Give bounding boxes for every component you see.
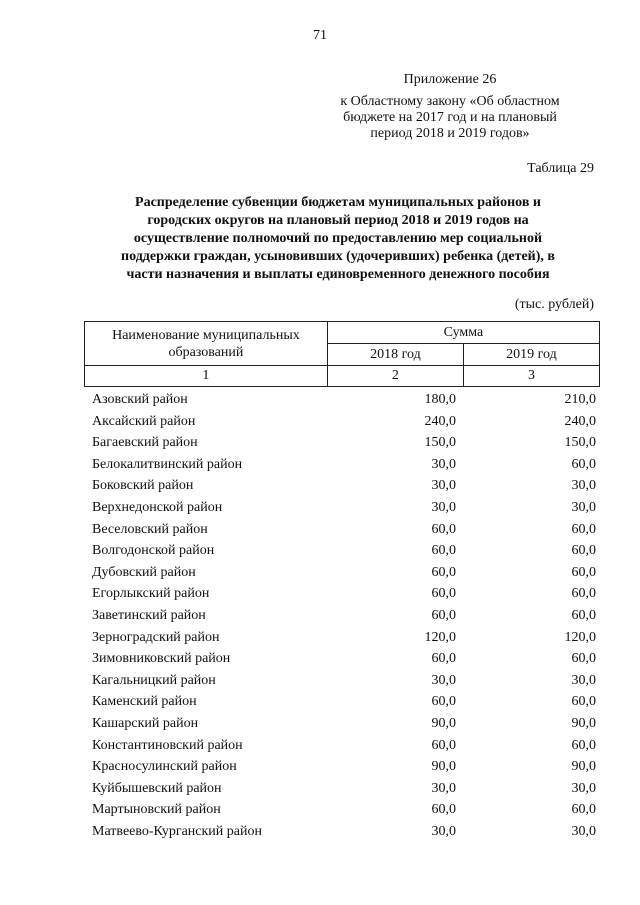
title-line: части назначения и выплаты единовременного денежного пособия [126, 267, 550, 282]
row-name: Веселовский район [92, 521, 208, 537]
row-name: Матвеево-Курганский район [92, 823, 262, 839]
row-value-2019: 30,0 [571, 780, 596, 796]
table-row [84, 519, 600, 541]
row-value-2018: 60,0 [431, 543, 456, 559]
column-number-3: 3 [463, 366, 599, 387]
table-row [84, 821, 600, 843]
table-row [84, 735, 600, 757]
row-value-2018: 90,0 [431, 759, 456, 775]
annex-block [300, 72, 600, 142]
row-name: Заветинский район [92, 607, 206, 623]
column-number-1: 1 [85, 366, 328, 387]
table-row [84, 454, 600, 476]
row-value-2018: 120,0 [424, 629, 456, 645]
table-row [84, 475, 600, 497]
units-label: (тыс. рублей) [514, 297, 594, 312]
document-title [98, 194, 578, 284]
row-value-2018: 30,0 [431, 478, 456, 494]
column-number-2: 2 [327, 366, 463, 387]
row-value-2018: 180,0 [424, 392, 456, 407]
header-year-2019: 2019 год [463, 344, 599, 366]
table-body [84, 389, 600, 842]
table-row [84, 778, 600, 800]
row-value-2019: 60,0 [571, 564, 596, 580]
row-name: Зерноградский район [92, 629, 220, 645]
row-name: Дубовский район [92, 564, 196, 580]
row-value-2019: 60,0 [571, 586, 596, 602]
row-value-2019: 150,0 [564, 435, 596, 451]
row-value-2019: 60,0 [571, 802, 596, 818]
header-sum: Сумма [327, 322, 599, 344]
header-year-2018: 2018 год [327, 344, 463, 366]
row-name: Кашарский район [92, 715, 199, 731]
table-row [84, 691, 600, 713]
row-value-2019: 60,0 [571, 521, 596, 537]
title-line: осуществление полномочий по предоставлению мер социальной [133, 231, 543, 246]
row-value-2018: 60,0 [431, 651, 456, 667]
row-name: Белокалитвинский район [92, 456, 243, 472]
row-value-2019: 210,0 [564, 392, 596, 407]
row-name: Азовский район [92, 392, 188, 407]
row-name: Егорлыкский район [92, 586, 210, 602]
row-value-2018: 150,0 [424, 435, 456, 451]
table-row [84, 627, 600, 649]
row-value-2018: 60,0 [431, 694, 456, 710]
table-row [84, 540, 600, 562]
row-name: Верхнедонской район [92, 499, 223, 515]
row-value-2018: 60,0 [431, 607, 456, 623]
row-value-2018: 60,0 [431, 521, 456, 537]
row-value-2019: 30,0 [571, 478, 596, 494]
table-row [84, 648, 600, 670]
row-value-2018: 30,0 [431, 456, 456, 472]
table-row [84, 411, 600, 433]
row-value-2019: 60,0 [571, 737, 596, 753]
table-number: Таблица 29 [527, 161, 594, 176]
row-value-2019: 30,0 [571, 672, 596, 688]
row-name: Кагальницкий район [92, 672, 216, 688]
annex-line: к Областному закону «Об областном [340, 94, 560, 109]
row-name: Зимовниковский район [92, 651, 231, 667]
table-row [84, 670, 600, 692]
row-value-2019: 30,0 [571, 499, 596, 515]
row-value-2018: 60,0 [431, 737, 456, 753]
row-value-2019: 90,0 [571, 759, 596, 775]
table-row [84, 799, 600, 821]
row-value-2019: 60,0 [571, 607, 596, 623]
annex-line: бюджете на 2017 год и на плановый [343, 110, 557, 125]
row-value-2018: 30,0 [431, 499, 456, 515]
row-value-2019: 240,0 [564, 413, 596, 429]
row-value-2018: 90,0 [431, 715, 456, 731]
row-name: Аксайский район [92, 413, 196, 429]
table-row [84, 756, 600, 778]
page-number: 71 [313, 28, 327, 43]
row-value-2019: 60,0 [571, 456, 596, 472]
table-row [84, 562, 600, 584]
row-value-2018: 30,0 [431, 780, 456, 796]
table-row [84, 713, 600, 735]
row-value-2019: 60,0 [571, 543, 596, 559]
table-row [84, 497, 600, 519]
title-line: Распределение субвенции бюджетам муниципальных районов и [135, 195, 541, 210]
annex-line: период 2018 и 2019 годов» [370, 126, 530, 141]
title-line: поддержки граждан, усыновивших (удочеривших) ребенка (детей), в [121, 249, 555, 264]
table-row [84, 583, 600, 605]
row-name: Каменский район [92, 694, 197, 710]
table-header [84, 321, 600, 387]
row-value-2018: 240,0 [424, 413, 456, 429]
row-name: Красносулинский район [92, 759, 237, 775]
row-value-2018: 30,0 [431, 823, 456, 839]
row-value-2019: 120,0 [564, 629, 596, 645]
row-value-2019: 60,0 [571, 694, 596, 710]
row-name: Багаевский район [92, 435, 198, 451]
row-value-2018: 60,0 [431, 802, 456, 818]
row-name: Куйбышевский район [92, 780, 222, 796]
table-row [84, 605, 600, 627]
row-value-2019: 30,0 [571, 823, 596, 839]
header-name-column: Наименование муниципальных образований [85, 322, 328, 366]
row-value-2018: 60,0 [431, 586, 456, 602]
table-row [84, 432, 600, 454]
row-name: Боковский район [92, 478, 194, 494]
row-value-2018: 30,0 [431, 672, 456, 688]
row-name: Волгодонской район [92, 543, 215, 559]
table-row [84, 389, 600, 411]
annex-title: Приложение 26 [403, 72, 497, 87]
row-value-2019: 90,0 [571, 715, 596, 731]
title-line: городских округов на плановый период 2018 и 2019 годов на [147, 213, 529, 228]
row-name: Константиновский район [92, 737, 243, 753]
row-value-2019: 60,0 [571, 651, 596, 667]
row-value-2018: 60,0 [431, 564, 456, 580]
row-name: Мартыновский район [92, 802, 221, 818]
